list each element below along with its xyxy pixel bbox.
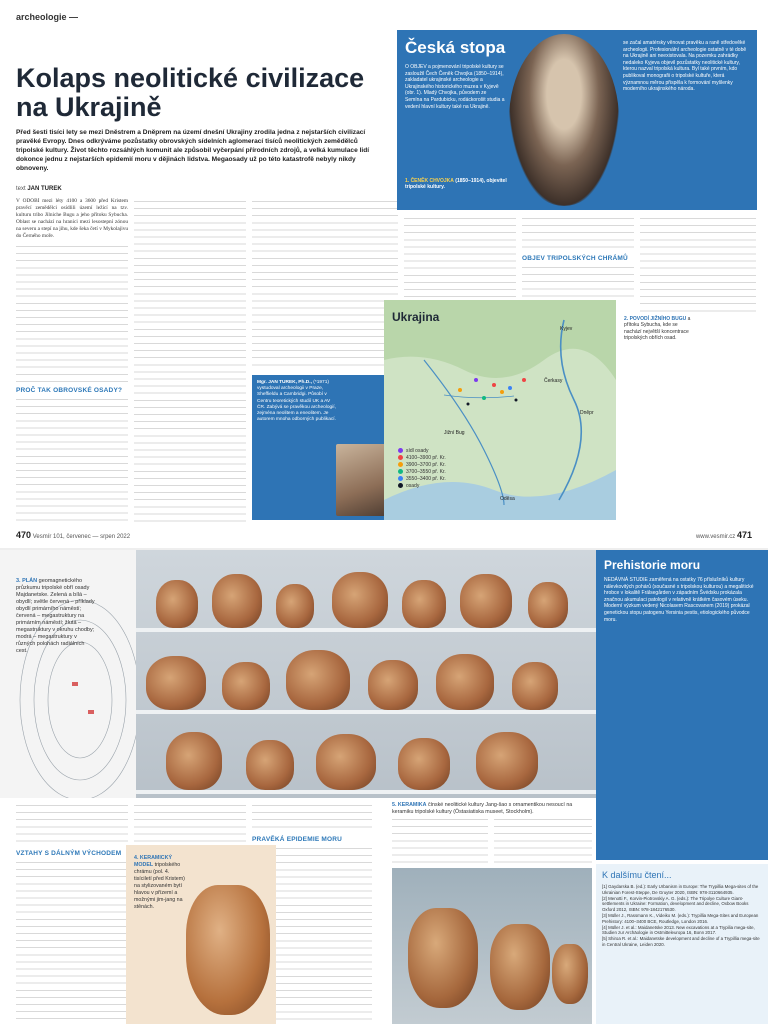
ceramic-pot [476,732,538,790]
settlement-marker [467,403,470,406]
body-text-lines [134,198,246,524]
bio-text: vystudoval archeologii v Praze, Sheffieldu a Cambridgi. Působí v Centru teoretických studií UK a AV ČR. Zabývá se pravěkou archeologií, zejména neolitem a eneolitem. Je autorem mnoha odborných publikací. [257,386,336,423]
further-reading-box [596,864,768,1024]
settlement-marker [500,390,504,394]
box-title: Prehistorie moru [604,558,701,572]
legend-item: 4100–3900 př. Kr. [398,455,446,461]
legend-swatch [398,476,403,481]
caption-text: (1850–1914), objevitel tripolské kultury. [405,178,507,190]
subheading: PRAVĚKÁ EPIDEMIE MORU [252,836,343,843]
sinyukha-river [444,395,514,398]
ceramic-pot [316,734,376,790]
box-text: NEDÁVNÁ STUDIE zaměřená na ostatky 76 příslušníků kultury nálevkovitých pohárů (současné s tripolskou kulturou) a megalitické hrobce v lokalitě Frälsegården v západním Švédsku prokázala značnou akumulaci patologií v relativně krátkém časovém úseku. Moderní výzkum vedený Nicolasem Rascovanem (2019) prokázal genetickou stopu patogenu Yersinia pestis, etiologického původce moru. [604,577,754,623]
map-caption [624,316,696,342]
river-label-dnieper: Dněpr [580,410,594,416]
shelf [136,628,600,632]
figure-4-caption [134,855,186,911]
ceramic-temple-model-photo [126,845,276,1024]
folio-right [696,530,752,540]
settlement-plan [0,550,138,798]
settlement-marker [492,383,496,387]
box-title: Česká stopa [405,38,506,57]
subheading: PROČ TAK OBROVSKÉ OSADY? [16,386,123,394]
map-title: Ukrajina [392,310,440,324]
city-label-odesa: Oděsa [500,496,515,502]
caption-number: 5. [392,802,397,808]
plan-ring [48,642,112,758]
subheading: VZTAHY S DÁLNÝM VÝCHODEM [16,850,122,857]
body-text-lines [134,802,246,842]
body-text-lines [252,198,398,370]
body-text-lines [252,802,372,832]
ceramic-pot [276,584,314,628]
reference-item: [2] Menotti F., Korvin-Piotrovskiy A. G. (eds.): The Tripolye Culture Giant-settlements in Ukraine: Formation, development and decline, Oxbow Books Oxford 2012, ISBN: 978-1842176530. [602,895,749,913]
folio-text: www.vesmir.cz [695,534,736,540]
river-label-bug: Jižní Bug [444,430,465,436]
byline [16,186,62,192]
body-text-lines [16,243,128,383]
settlement-markers [458,378,526,406]
megastructure [72,682,78,686]
ceramic-pot [460,574,512,628]
temple-model [186,885,270,1015]
figure-5-caption [392,802,592,816]
ceramic-pot [512,662,558,710]
portrait-caption [405,178,509,190]
reference-item: [1] Gaydarska B. (ed.): Early Urbanism in Europe: The Trypillia Mega-sites of the Ukrainian Forest-Steppe, De Gruyter 2020, ISBN: 978-3110664935. [602,884,759,895]
caption-text: a přítoku Sybucha, kde se nachází největší koncentrace tripolských obřích osad. [624,316,691,342]
ceramic-pot [286,650,350,710]
body-text-lines [16,802,128,846]
ukraine-map [384,300,616,520]
settlement-marker [474,378,478,382]
legend-swatch [398,455,403,460]
body-text-lines [16,396,128,524]
body-text-lines [392,816,488,866]
text-column-b1 [16,802,128,1022]
text-column-5 [522,215,634,297]
legend-swatch [398,462,403,467]
caption-title: KERAMIKA [397,802,427,808]
body-text-lines [522,215,634,251]
ceramic-vessel [490,924,550,1010]
ceramic-pot [528,582,568,628]
subheading: OBJEV TRIPOLSKÝCH CHRÁMŮ [522,255,628,262]
text-column-2 [134,198,246,524]
page-number: 471 [736,530,752,540]
reference-item: [3] Müller J., Rassmann K., Videiko M. (eds.): Trypillia Mega-Sites and European Prehistory: 4100–3400 BCE, Routledge, London 2016. [602,912,759,924]
settlement-marker [458,388,462,392]
shelf [136,790,600,794]
ceramic-pot [398,738,450,790]
city-label-kyiv: Kyjev [560,326,573,332]
author-bio [252,375,398,520]
legend-swatch [398,483,403,488]
legend-swatch [398,469,403,474]
ceramic-pot [368,660,418,710]
ceramic-pot [212,574,262,628]
text-column-b5 [494,816,592,866]
ceramics-display-photo [136,550,600,798]
byline-author: JAN TUREK [27,186,62,192]
body-text-lines [494,816,592,866]
reference-item: [4] Müller J. et al.: Maidanetske 2013. New excavations at a Trypilia mega-site, Studien zur Archäologie in Ostmitteleuropa 16, Bonn 2017. [602,924,755,936]
yangshao-ceramics-photo [392,868,592,1024]
ceramic-pot [156,580,198,628]
bio-year: (*1971) [313,380,329,385]
caption-number: 4. [134,855,139,861]
plan-caption [16,578,96,655]
legend-item: 3900–3700 př. Kr. [398,462,446,468]
settlement-marker [508,386,512,390]
caption-name: ČENĚK CHVOJKA [410,178,454,184]
ceramic-vessel [552,944,588,1004]
ceramic-vessel [408,908,478,1008]
legend-item: 3700–3550 př. Kr. [398,469,446,475]
map-legend [398,448,446,490]
further-reading-title: K dalšímu čtení... [602,870,672,880]
legend-item: sídl osady [398,448,446,454]
settlement-marker [522,378,526,382]
caption-title: KERAMICKÝ MODEL [134,855,172,868]
ceramic-pot [146,656,206,710]
plague-prehistory-box [596,550,768,860]
caption-number: 2. [624,316,629,322]
legend-item: 3550–3400 př. Kr. [398,476,446,482]
bio-name: Mgr. JAN TUREK, Ph.D., [257,380,312,385]
text-column-6 [640,215,756,315]
shelf [136,710,600,714]
legend-swatch [398,448,403,453]
megastructure [88,710,94,714]
caption-text: geomagnetického průzkumu tripolské obří osady Majdanetske. Zelená a bílá – obydlí; světle červená – příklady obydlí primárního náměstí; červená – megastruktury na primárním náměstí; žlutá – megastruktury v okruhu chodby; modrá – megastruktury v různých polohách radiálních cest. [16,578,95,654]
text-column-1 [16,198,128,524]
reference-item: [5] Shiroa R. et al.: Maidanetske development and decline of a Trypillia mega-site in Central Ukraine, Leiden 2020. [602,936,760,947]
caption-text: čínské neolitické kultury Jang-šao s ornamentikou nesoucí na keramiku tripolské kultury (Östasiatiska museet, Stockholm). [392,802,573,815]
caption-title: PLÁN [22,578,38,584]
ceramic-pot [222,662,270,710]
text-column-b2 [134,802,246,842]
caption-number: 3. [16,578,21,584]
folio-text: Vesmír 101, červenec — srpen 2022 [32,534,131,540]
section-tag: archeologie — [16,12,79,22]
ceramic-pot [402,580,446,628]
reference-list [602,884,762,948]
text-column-3 [252,198,398,370]
caption-number: 1. [405,178,410,184]
caption-title: POVODÍ JIŽNÍHO BUGU [629,316,687,322]
body-text-lines [522,264,634,297]
legend-item: osady [398,483,446,489]
ceramic-pot [436,654,494,710]
body-text-lines [640,215,756,315]
box-text: O OBJEV a pojmenování tripolské kultury se zasloužil Čech Čeněk Chvojka (1850–1914), zakladatel ukrajinské archeologie a Ukrajinského historického muzea v Kyjevě (obr. 1). Mladý Chvojka, původem ze Semína na Pardubicku, rodáckorošit studia a vedení hlavní kultury také na Ukrajině. [405,64,505,110]
byline-prefix: text [16,186,26,192]
caption-text: tripolského chrámu (pol. 4. tisíciletí před Kristem) na stylizovaném bytí hlavou v přízemí a možnými jim-jang na stěnách. [134,862,185,910]
settlement-marker [482,396,486,400]
city-label-cherkasy: Čerkasy [544,378,563,384]
chvojka-portrait [509,34,619,206]
ceramic-pot [166,732,222,790]
ceramic-pot [246,740,294,790]
page-number: 470 [16,530,32,540]
bottom-spread [0,548,768,1024]
box-text-continued: se začal amatérsky věnovat pravěku a raně středověké archeologii. Profesionální archeologie ostatně v té době na Ukrajině ani neexistovala. Na pozemku zahrádky nedaleko Kyjeva objevil pozůstatky neolitické kultury, kterou nazval tripolská kultura. Byl také prvním, kdo publikoval monografii o tripolské kultuře, která významnou měrou přispěla k formování myšlenky moderního ukrajinského národa. [623,40,747,93]
text-column-4 [404,215,516,297]
article-lede: Před šesti tisíci lety se mezi Dněstrem a Dněprem na území dnešní Ukrajiny zrodila jedna z nejstarších civilizací pravěké Evropy. Dnes odkrýváme pozůstatky obrovských sídelních aglomerací tisíců neolitických zemědělců tripolské kultury. Život těchto rozsáhlých komunit ale způsobil vyčerpání přírodních zdrojů, a velká kumulace lidí dokonce jednu z nejstarších epidemií moru v dějinách lidstva. Megaosady už po této katastrofě nebyly nikdy obnoveny. [16,129,370,172]
text-column-b4 [392,816,488,866]
body-paragraph: V ODOBÍ mezi léty 4100 a 3600 před Kristem pravěcí zemědělci osídlili území ležící na tzv. kulturu tribo Jilniche Bugu a jeho přítoku Sybucha. Oblast se nachází na hranici mezi lesostepní zónou na severu a stepí na jihu, kde šeka četí v Mykolajivu do Černého moře. [16,198,128,240]
article-headline: Kolaps neolitické civilizace na Ukrajině [16,63,365,122]
folio-left [16,530,130,540]
ceramic-pot [332,572,388,628]
settlement-marker [515,399,518,402]
body-text-lines [404,215,516,297]
body-text-lines [16,859,128,1022]
